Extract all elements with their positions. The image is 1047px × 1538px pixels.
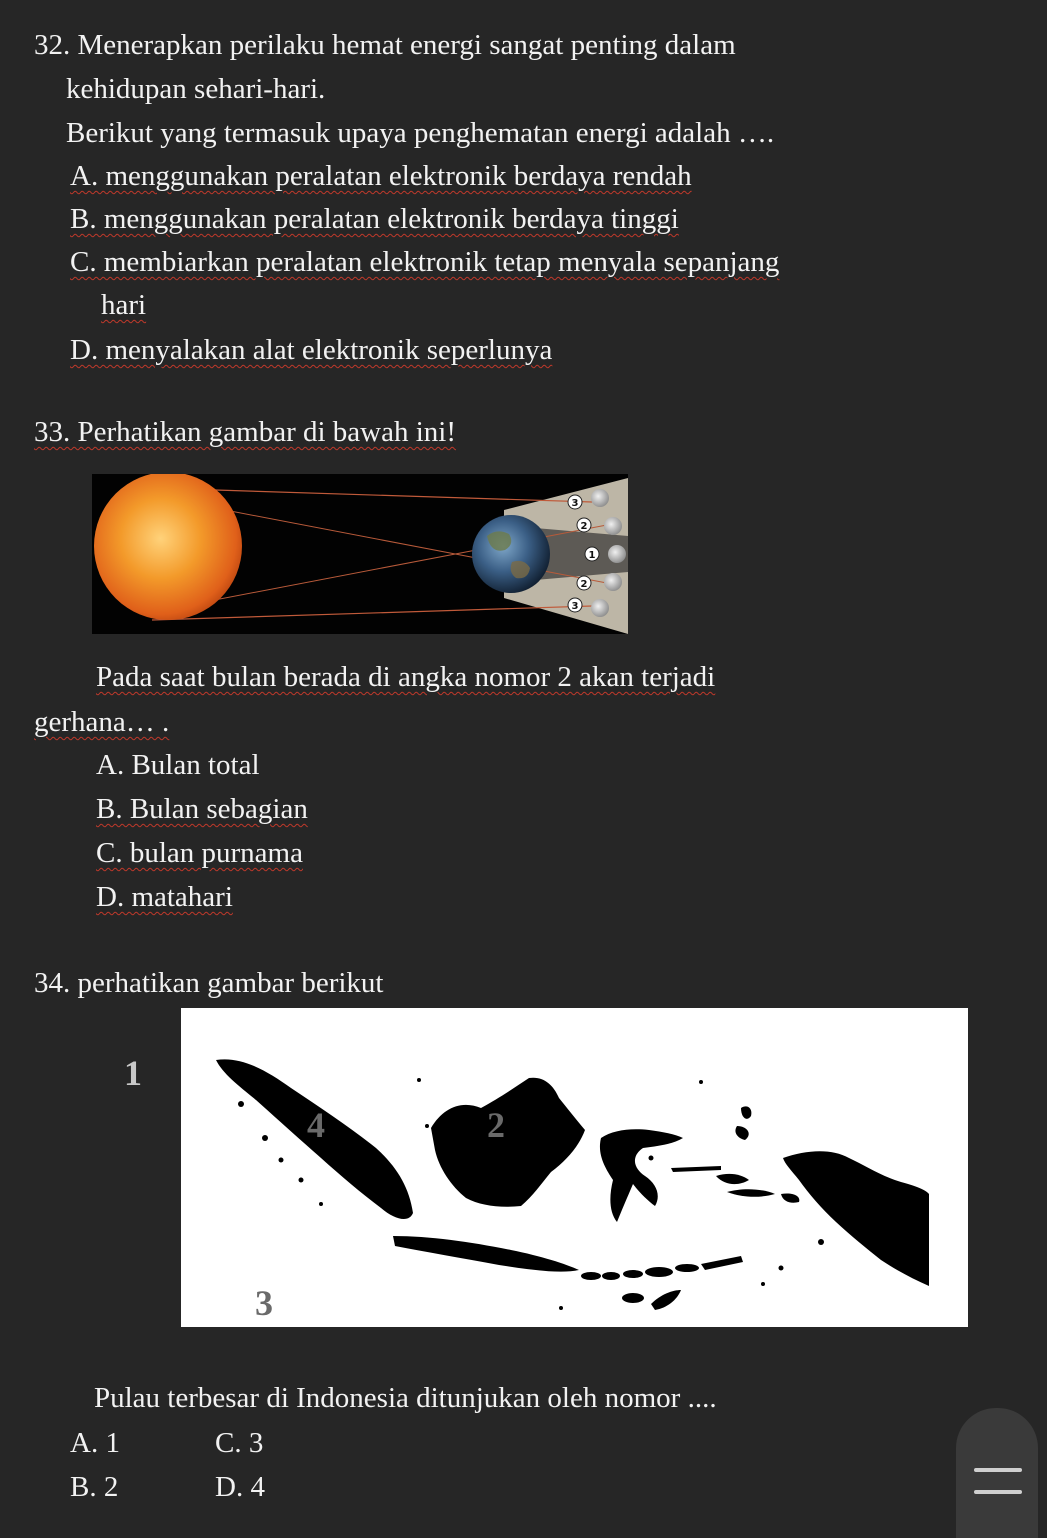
q34-option-d: D. 4 (215, 1471, 265, 1503)
indonesia-map (181, 1008, 968, 1327)
q33-option-d: D. matahari (96, 881, 233, 913)
q33-option-a: A. Bulan total (96, 749, 260, 781)
sulawesi-island (600, 1129, 683, 1222)
kalimantan-island (431, 1078, 585, 1207)
q32-prompt: Berikut yang termasuk upaya penghematan energi adalah …. (66, 117, 775, 149)
map-label-3: 3 (255, 1283, 273, 1323)
eclipse-diagram (92, 474, 628, 634)
moon-label-2-bottom: 2 (580, 579, 588, 590)
q34-option-a: A. 1 (70, 1427, 120, 1459)
moon-2-top (604, 517, 622, 535)
sun (94, 474, 242, 620)
map-label-1: 1 (124, 1053, 142, 1093)
q32-stem: 32. Menerapkan perilaku hemat energi sangat penting dalam (34, 29, 736, 61)
moon-label-3-top: 3 (571, 498, 579, 509)
papua-island (783, 1151, 929, 1286)
q33-title: 33. Perhatikan gambar di bawah ini! (34, 416, 456, 448)
indonesia-map-svg (181, 1008, 968, 1327)
moon-2-bottom (604, 573, 622, 591)
java-island (393, 1236, 579, 1272)
q32-option-c: C. membiarkan peralatan elektronik tetap menyala sepanjang (70, 246, 780, 278)
map-label-4: 4 (307, 1105, 325, 1145)
q32-option-d: D. menyalakan alat elektronik seperlunya (70, 334, 553, 366)
q32-option-a: A. menggunakan peralatan elektronik berdaya rendah (70, 160, 692, 192)
moon-label-1: 1 (588, 550, 596, 561)
menu-button[interactable] (956, 1408, 1038, 1538)
moon-3-top (591, 489, 609, 507)
q33-question-cont: gerhana… . (34, 706, 170, 738)
map-label-2: 2 (487, 1105, 505, 1145)
q34-title: 34. perhatikan gambar berikut (34, 967, 384, 999)
moon-3-bottom (591, 599, 609, 617)
moon-1 (608, 545, 626, 563)
q32-option-b: B. menggunakan peralatan elektronik berdaya tinggi (70, 203, 679, 235)
q33-question: Pada saat bulan berada di angka nomor 2 akan terjadi (96, 661, 716, 693)
earth (472, 515, 550, 593)
q32-option-c-cont: hari (101, 289, 147, 321)
moon-label-2-top: 2 (580, 521, 588, 532)
q33-option-b: B. Bulan sebagian (96, 793, 308, 825)
q34-question: Pulau terbesar di Indonesia ditunjukan oleh nomor .... (94, 1382, 717, 1414)
moon-label-3-bottom: 3 (571, 601, 579, 612)
q32-stem-cont: kehidupan sehari-hari. (66, 73, 326, 105)
q33-option-c: C. bulan purnama (96, 837, 303, 869)
q34-option-c: C. 3 (215, 1427, 264, 1459)
q34-option-b: B. 2 (70, 1471, 119, 1503)
